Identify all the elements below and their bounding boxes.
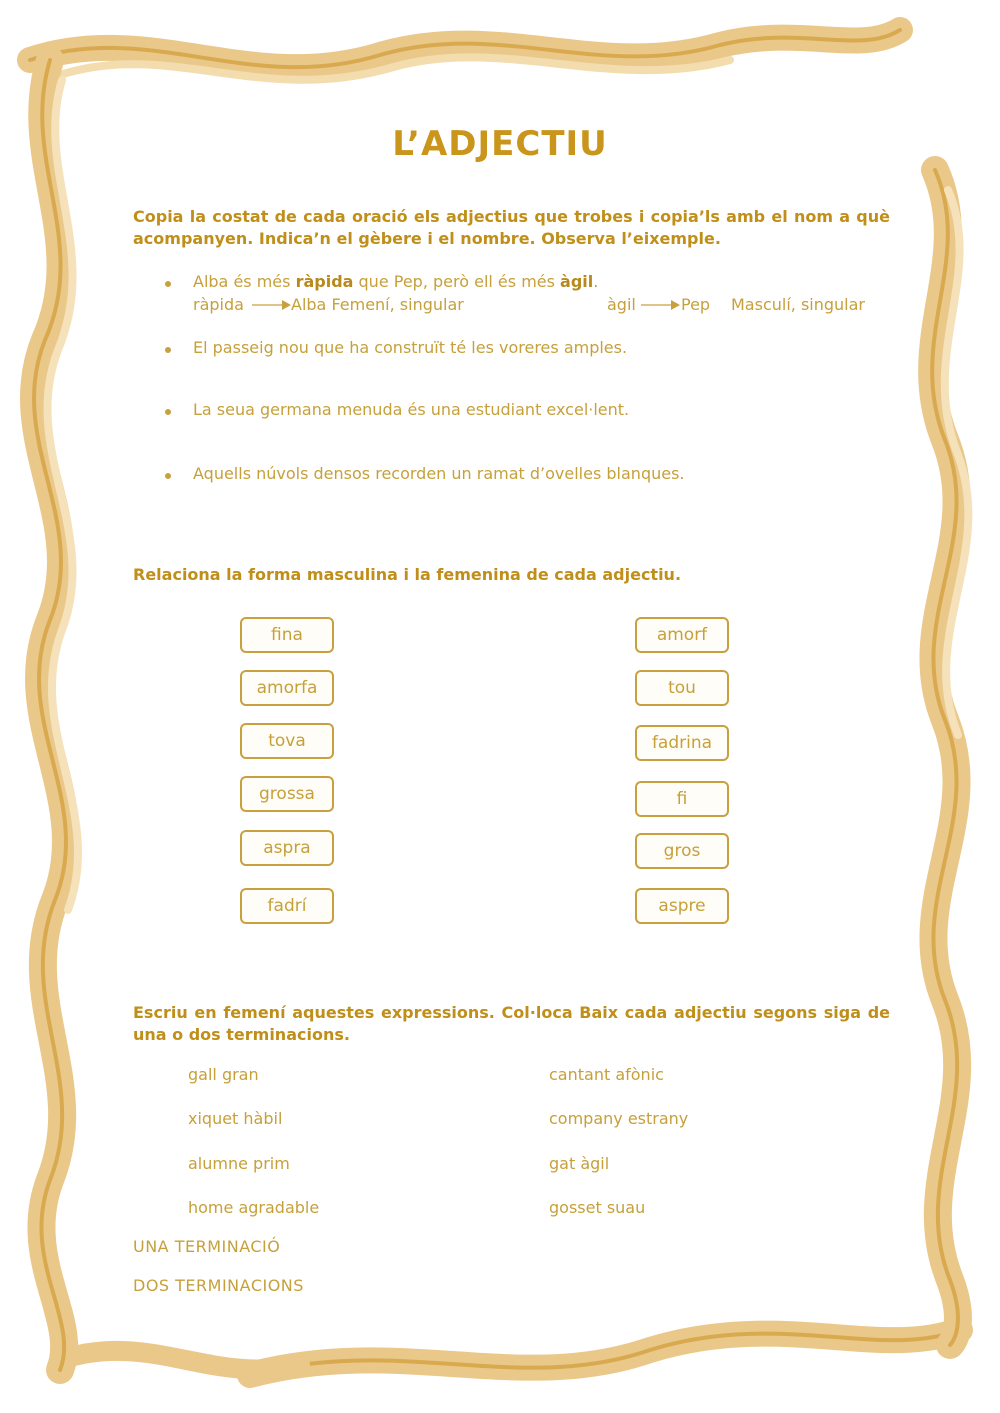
section2-instruction: Relaciona la forma masculina i la femenina de cada adjectiu. [133, 565, 682, 584]
example-answer-1-adj: ràpida [193, 295, 244, 314]
expression-item: gosset suau [549, 1198, 646, 1217]
masculine-word-box[interactable]: gros [635, 833, 729, 869]
feminine-word-box[interactable]: amorfa [240, 670, 334, 706]
masculine-word-box[interactable]: amorf [635, 617, 729, 653]
masculine-word-box[interactable]: tou [635, 670, 729, 706]
bullet-dot [165, 409, 171, 415]
expression-item: alumne prim [188, 1154, 290, 1173]
sentence-1: El passeig nou que ha construït té les voreres amples. [193, 338, 628, 357]
feminine-word-box[interactable]: grossa [240, 776, 334, 812]
expression-item: gat àgil [549, 1154, 610, 1173]
example-answer-2-info: Masculí, singular [731, 295, 865, 314]
example-answer-2-adj: àgil [607, 295, 636, 314]
masculine-word-box[interactable]: fadrina [635, 725, 729, 761]
expression-item: company estrany [549, 1109, 689, 1128]
expression-item: xiquet hàbil [188, 1109, 283, 1128]
sentence-2: La seua germana menuda és una estudiant excel·lent. [193, 400, 630, 419]
dos-terminacions-label: DOS TERMINACIONS [133, 1276, 304, 1295]
masculine-word-box[interactable]: aspre [635, 888, 729, 924]
sentence-3: Aquells núvols densos recorden un ramat d’ovelles blanques. [193, 464, 685, 483]
example-answer-2-noun: Pep [681, 295, 711, 314]
bullet-dot [165, 281, 171, 287]
bullet-dot [165, 473, 171, 479]
feminine-word-box[interactable]: aspra [240, 830, 334, 866]
example-answer-1 [193, 295, 244, 314]
arrow-icon [641, 298, 681, 312]
section3-instruction: Escriu en femení aquestes expressions. Col·loca Baix cada adjectiu segons siga de una o dos terminacions. [133, 1003, 890, 1044]
section1-instruction: Copia la costat de cada oració els adjectius que trobes i copia’ls amb el nom a què acompanyen. Indica’n el gèbere i el nombre. Observa l’eixemple. [133, 207, 890, 248]
page-title: L’ADJECTIU [392, 124, 608, 164]
una-terminacio-label: UNA TERMINACIÓ [133, 1237, 281, 1256]
expression-item: cantant afònic [549, 1065, 664, 1084]
arrow-icon [252, 298, 292, 312]
feminine-word-box[interactable]: fina [240, 617, 334, 653]
example-sentence: Alba és més ràpida que Pep, però ell és més àgil. [193, 272, 599, 291]
feminine-word-box[interactable]: tova [240, 723, 334, 759]
masculine-word-box[interactable]: fi [635, 781, 729, 817]
feminine-word-box[interactable]: fadrí [240, 888, 334, 924]
expression-item: home agradable [188, 1198, 320, 1217]
bullet-dot [165, 347, 171, 353]
example-answer-1-noun: Alba Femení, singular [291, 295, 464, 314]
expression-item: gall gran [188, 1065, 259, 1084]
